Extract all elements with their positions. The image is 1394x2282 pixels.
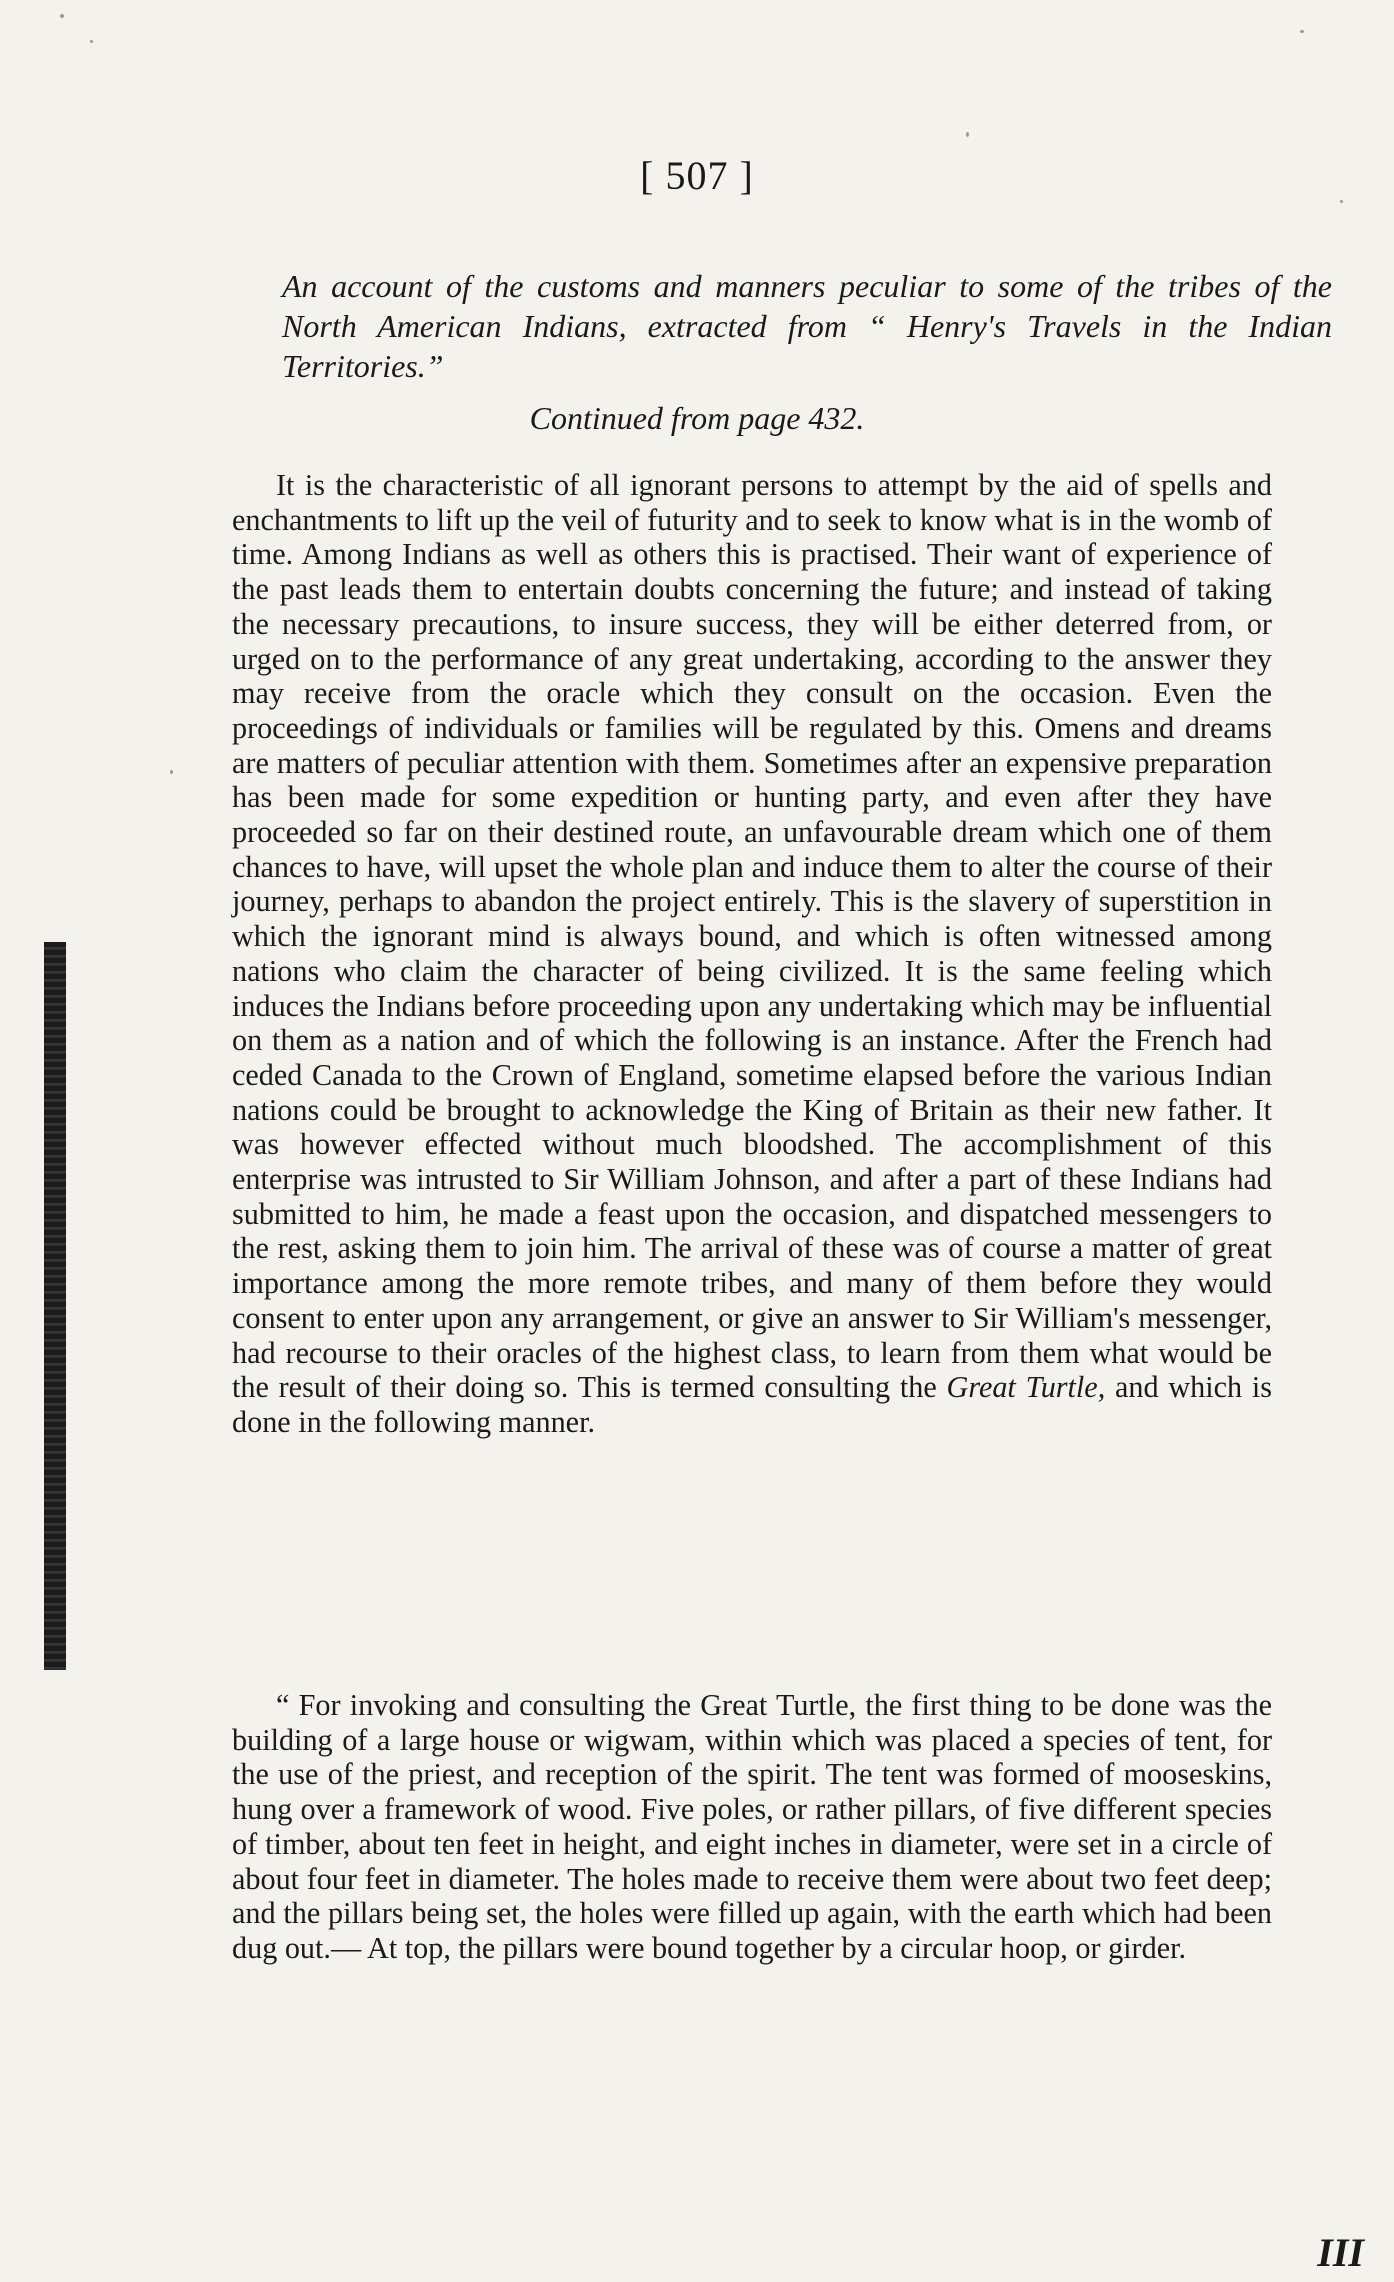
scan-speck: [1340, 200, 1343, 203]
scan-speck: [90, 40, 93, 43]
paragraph-1-italic: Great Turtle,: [946, 1370, 1106, 1405]
paragraph-1: [232, 468, 1272, 1440]
margin-bar: [44, 942, 66, 1670]
scan-speck: [170, 770, 173, 774]
paragraph-2-text: “ For invoking and consulting the Great Turtle, the first thing to be done was the building of a large house or wigwam, within which was placed a species of tent, for the use of the priest, and reception of the spirit. The tent was formed of mooseskins, hung over a framework of wood. Five poles, or rather pillars, of five different species of timber, about ten feet in height, and eight inches in diameter, were set in a circle of about four feet in diameter. The holes made to receive them were about two feet deep; and the pillars being set, the holes were filled up again, with the earth which had been dug out.— At top, the pillars were bound together by a circular hoop, or girder.: [232, 1688, 1272, 1965]
paragraph-1-text: [232, 468, 1272, 1440]
paragraph-2: [232, 1688, 1272, 1966]
paragraph-1-body: It is the characteristic of all ignorant persons to attempt by the aid of spells and enchantments to lift up the veil of futurity and to seek to know what is in the womb of time. Among Indians as well as others this is practised. Their want of experience of the past leads them to entertain doubts concerning the future; and instead of taking the necessary precautions, to insure success, they will be either deterred from, or urged on to the performance of any great undertaking, according to the answer they may receive from the oracle which they consult on the occasion. Even the proceedings of individuals or families will be regulated by this. Omens and dreams are matters of peculiar attention with them. Sometimes after an expensive preparation has been made for some expedition or hunting party, and even after they have proceeded so far on their destined route, an unfavourable dream which one of them chances to have, will upset the whole plan and induce them to alter the course of their journey, perhaps to abandon the project entirely. This is the slavery of superstition in which the ignorant mind is always bound, and which is often witnessed among nations who claim the character of being civilized. It is the same feeling which induces the Indians before proceeding upon any undertaking which may be influential on them as a nation and of which the following is an instance. After the French had ceded Canada to the Crown of England, sometime elapsed before the various Indian nations could be brought to acknowledge the King of Britain as their new father. It was however effected without much bloodshed. The accomplishment of this enterprise was intrusted to Sir William Johnson, and after a part of these Indians had submitted to him, he made a feast upon the occasion, and dispatched messengers to the rest, asking them to join him. The arrival of these was of course a matter of great importance among the more remote tribes, and many of them before they would consent to enter upon any arrangement, or give an answer to Sir William's messenger, had recourse to their oracles of the highest class, to learn from them what would be the result of their doing so. This is termed consulting the: [232, 468, 1272, 1405]
corner-mark: III: [1317, 2230, 1364, 2275]
scan-speck: [60, 14, 64, 18]
scan-speck: [1300, 30, 1304, 33]
page-number: [ 507 ]: [640, 153, 754, 198]
paragraph-1-tail: and which is done in the following manner.: [232, 1370, 1273, 1439]
scan-speck: [966, 132, 969, 137]
continued-note: Continued from page 432.: [529, 400, 865, 436]
article-title: An account of the customs and manners peculiar to some of the tribes of the North American Indians, extracted from “ Henry's Travels in the Indian Territories.”: [282, 268, 1332, 384]
